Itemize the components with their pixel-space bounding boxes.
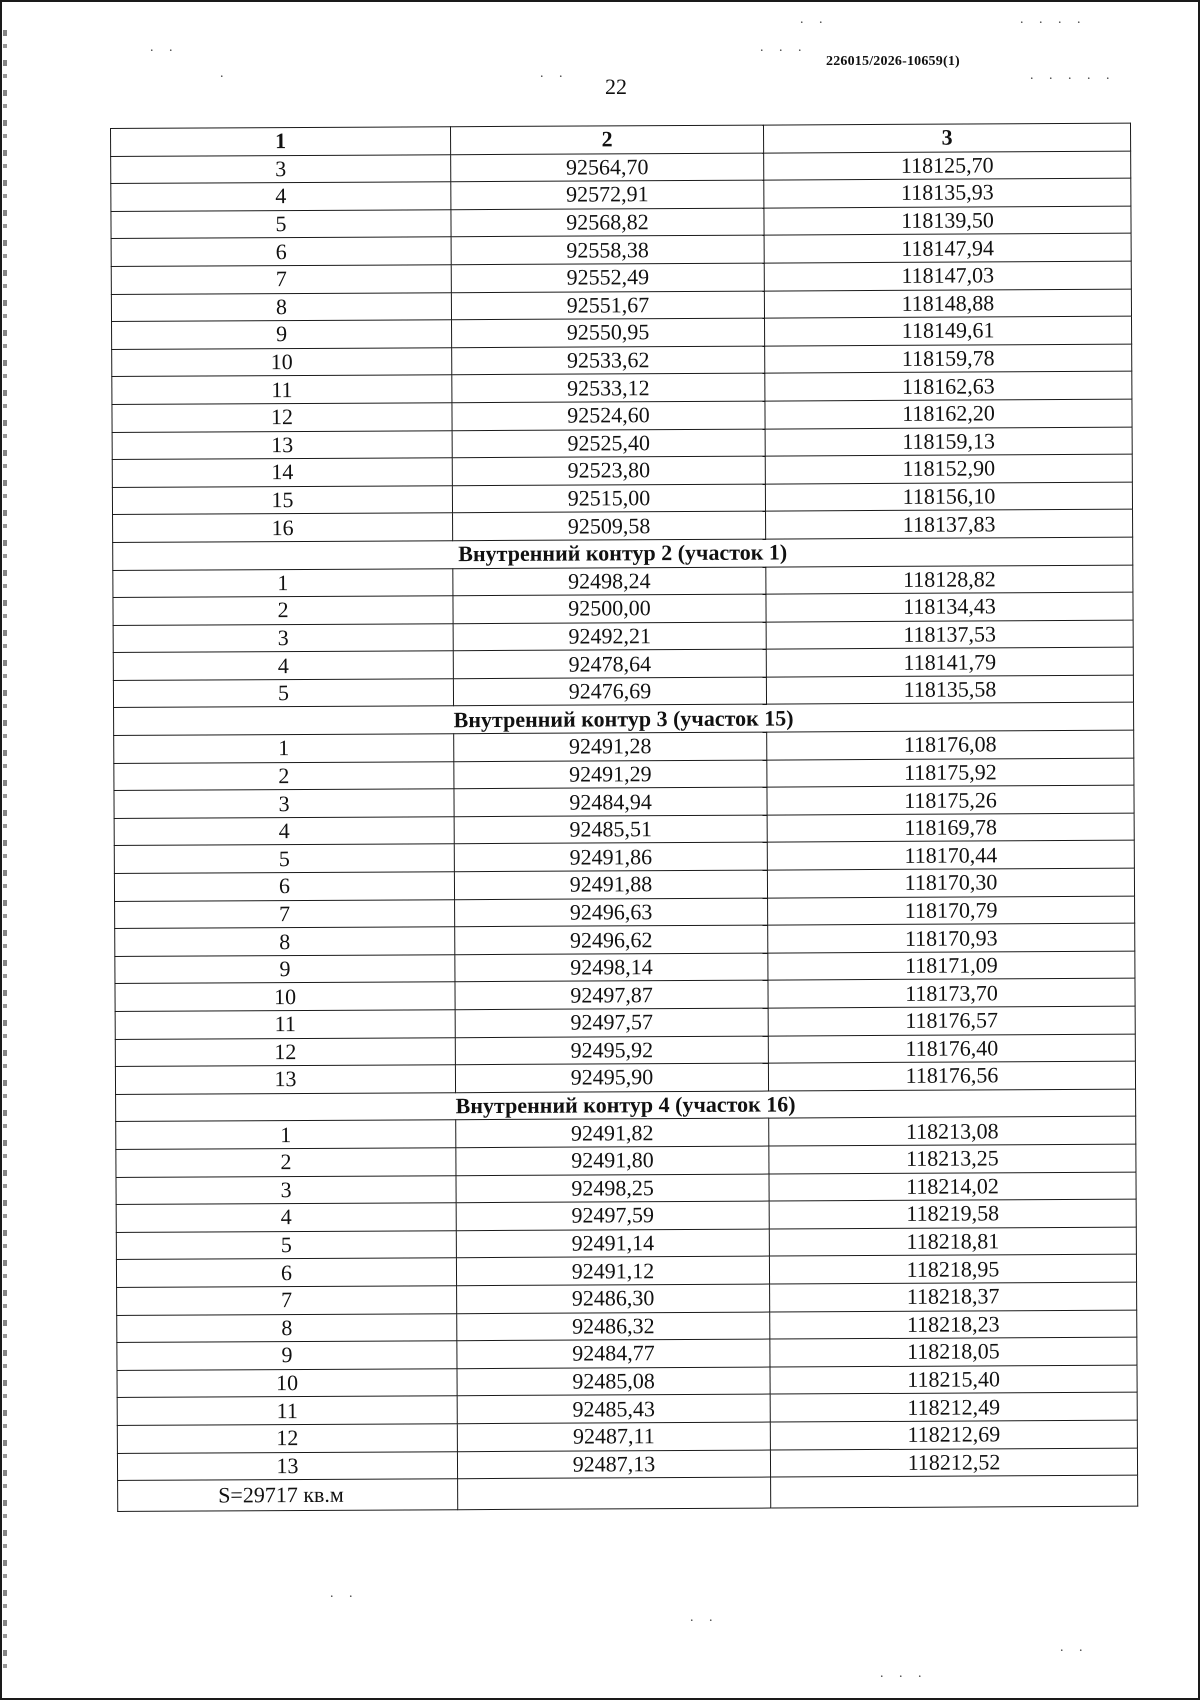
point-number: 2 [116,1148,456,1177]
y-coordinate: 118128,82 [766,565,1133,595]
x-coordinate: 92524,60 [452,401,765,430]
y-coordinate: 118135,93 [764,178,1131,208]
x-coordinate: 92498,25 [456,1174,769,1203]
point-number: 4 [111,182,451,211]
point-number: 4 [116,1203,456,1232]
scan-noise: . . [330,1586,359,1601]
x-coordinate: 92551,67 [451,291,764,320]
y-coordinate: 118137,83 [766,509,1133,539]
point-number: 1 [113,568,453,597]
point-number: 3 [114,789,454,818]
point-number: 9 [115,955,455,984]
x-coordinate: 92491,88 [454,870,767,899]
x-coordinate: 92497,57 [455,1008,768,1037]
y-coordinate: 118159,78 [765,344,1132,374]
y-coordinate: 118135,58 [766,675,1133,705]
y-coordinate: 118156,10 [765,482,1132,512]
y-coordinate: 118170,93 [768,923,1135,953]
point-number: 2 [114,761,454,790]
document-registration-number: 226015/2026-10659(1) [826,54,960,69]
y-coordinate: 118219,58 [769,1199,1136,1229]
y-coordinate: 118152,90 [765,454,1132,484]
y-coordinate: 118149,61 [765,316,1132,346]
x-coordinate: 92491,82 [456,1118,769,1147]
y-coordinate: 118175,26 [767,785,1134,815]
point-number: 8 [115,927,455,956]
point-number: 2 [113,596,453,625]
scan-noise: . . . [760,40,808,55]
empty-cell [458,1477,771,1510]
x-coordinate: 92564,70 [451,153,764,182]
x-coordinate: 92496,62 [455,925,768,954]
table-body [111,151,1138,1481]
y-coordinate: 118170,44 [767,841,1134,871]
x-coordinate: 92478,64 [453,649,766,678]
point-number: 5 [113,679,453,708]
y-coordinate: 118147,03 [764,261,1131,291]
point-number: 10 [115,982,455,1011]
point-number: 3 [111,154,451,183]
point-number: 3 [113,623,453,652]
scan-noise: . . . . . [1030,68,1116,83]
y-coordinate: 118212,69 [770,1420,1137,1450]
y-coordinate: 118218,81 [769,1227,1136,1257]
point-number: 14 [112,458,452,487]
y-coordinate: 118175,92 [767,758,1134,788]
scan-noise: . . [540,66,569,81]
y-coordinate: 118159,13 [765,427,1132,457]
x-coordinate: 92509,58 [453,511,766,540]
coordinates-table [110,123,1138,1512]
column-header: 3 [763,123,1130,153]
point-number: 6 [111,237,451,266]
point-number: 10 [112,347,452,376]
column-header: 1 [111,127,451,156]
y-coordinate: 118134,43 [766,592,1133,622]
y-coordinate: 118148,88 [764,289,1131,319]
x-coordinate: 92486,32 [457,1312,770,1341]
y-coordinate: 118170,79 [768,896,1135,926]
x-coordinate: 92484,94 [454,787,767,816]
x-coordinate: 92495,92 [455,1036,768,1065]
scan-noise: . . [150,40,179,55]
point-number: 10 [117,1368,457,1397]
y-coordinate: 118213,25 [769,1144,1136,1174]
y-coordinate: 118212,52 [770,1448,1137,1478]
x-coordinate: 92484,77 [457,1339,770,1368]
point-number: 3 [116,1175,456,1204]
page-number: 22 [605,74,627,99]
x-coordinate: 92491,14 [456,1229,769,1258]
y-coordinate: 118218,95 [769,1254,1136,1284]
point-number: 9 [112,320,452,349]
x-coordinate: 92498,14 [455,953,768,982]
point-number: 1 [116,1120,456,1149]
scan-edge-artifact [3,30,7,1670]
x-coordinate: 92485,43 [457,1394,770,1423]
x-coordinate: 92533,62 [452,346,765,375]
area-row [118,1475,1138,1511]
point-number: 13 [117,1451,457,1480]
y-coordinate: 118215,40 [770,1365,1137,1395]
x-coordinate: 92476,69 [453,677,766,706]
section-title: Внутренний контур 3 (участок 15) [114,703,1134,736]
point-number: 5 [116,1230,456,1259]
x-coordinate: 92497,87 [455,980,768,1009]
point-number: 11 [117,1396,457,1425]
point-number: 1 [114,734,454,763]
point-number: 13 [115,1065,455,1094]
x-coordinate: 92500,00 [453,594,766,623]
y-coordinate: 118141,79 [766,647,1133,677]
x-coordinate: 92485,08 [457,1367,770,1396]
scan-noise: . . [690,1610,719,1625]
y-coordinate: 118218,05 [770,1337,1137,1367]
x-coordinate: 92552,49 [451,263,764,292]
x-coordinate: 92496,63 [455,898,768,927]
y-coordinate: 118137,53 [766,620,1133,650]
x-coordinate: 92572,91 [451,180,764,209]
point-number: 8 [111,292,451,321]
y-coordinate: 118173,70 [768,979,1135,1009]
area-label: S=29717 кв.м [118,1479,458,1512]
point-number: 12 [112,403,452,432]
scan-noise: . . . . [1020,12,1087,27]
empty-cell [771,1475,1138,1508]
x-coordinate: 92491,12 [456,1256,769,1285]
y-coordinate: 118213,08 [769,1117,1136,1147]
y-coordinate: 118176,40 [768,1034,1135,1064]
point-number: 7 [117,1286,457,1315]
y-coordinate: 118139,50 [764,206,1131,236]
x-coordinate: 92487,11 [457,1422,770,1451]
x-coordinate: 92491,28 [454,732,767,761]
point-number: 9 [117,1341,457,1370]
x-coordinate: 92486,30 [457,1284,770,1313]
point-number: 5 [114,844,454,873]
point-number: 7 [111,265,451,294]
x-coordinate: 92568,82 [451,208,764,237]
y-coordinate: 118218,23 [770,1310,1137,1340]
column-header: 2 [450,125,763,154]
point-number: 7 [115,899,455,928]
x-coordinate: 92498,24 [453,567,766,596]
x-coordinate: 92487,13 [457,1450,770,1479]
point-number: 11 [112,375,452,404]
x-coordinate: 92491,29 [454,760,767,789]
y-coordinate: 118176,56 [768,1061,1135,1091]
point-number: 6 [114,872,454,901]
point-number: 5 [111,209,451,238]
x-coordinate: 92491,86 [454,843,767,872]
scan-noise: . . . [880,1666,928,1681]
y-coordinate: 118162,20 [765,399,1132,429]
y-coordinate: 118162,63 [765,371,1132,401]
scan-noise: . [220,66,230,81]
y-coordinate: 118218,37 [770,1282,1137,1312]
point-number: 4 [113,651,453,680]
x-coordinate: 92515,00 [452,484,765,513]
section-title: Внутренний контур 4 (участок 16) [116,1089,1136,1122]
y-coordinate: 118170,30 [767,868,1134,898]
point-number: 12 [117,1424,457,1453]
scan-noise: . . [1060,1640,1089,1655]
scan-noise: . . [800,12,829,27]
y-coordinate: 118214,02 [769,1172,1136,1202]
x-coordinate: 92523,80 [452,456,765,485]
x-coordinate: 92495,90 [455,1063,768,1092]
y-coordinate: 118169,78 [767,813,1134,843]
y-coordinate: 118176,08 [767,730,1134,760]
x-coordinate: 92525,40 [452,429,765,458]
y-coordinate: 118147,94 [764,234,1131,264]
y-coordinate: 118125,70 [764,151,1131,181]
point-number: 13 [112,430,452,459]
point-number: 11 [115,1010,455,1039]
section-title: Внутренний контур 2 (участок 1) [113,537,1133,570]
x-coordinate: 92533,12 [452,373,765,402]
y-coordinate: 118176,57 [768,1006,1135,1036]
x-coordinate: 92550,95 [452,318,765,347]
y-coordinate: 118212,49 [770,1392,1137,1422]
point-number: 12 [115,1037,455,1066]
point-number: 16 [113,513,453,542]
y-coordinate: 118171,09 [768,951,1135,981]
point-number: 4 [114,817,454,846]
x-coordinate: 92485,51 [454,815,767,844]
coordinates-table-wrapper [110,123,1137,1512]
x-coordinate: 92497,59 [456,1201,769,1230]
point-number: 6 [116,1258,456,1287]
x-coordinate: 92491,80 [456,1146,769,1175]
x-coordinate: 92558,38 [451,235,764,264]
x-coordinate: 92492,21 [453,622,766,651]
point-number: 15 [112,485,452,514]
point-number: 8 [117,1313,457,1342]
